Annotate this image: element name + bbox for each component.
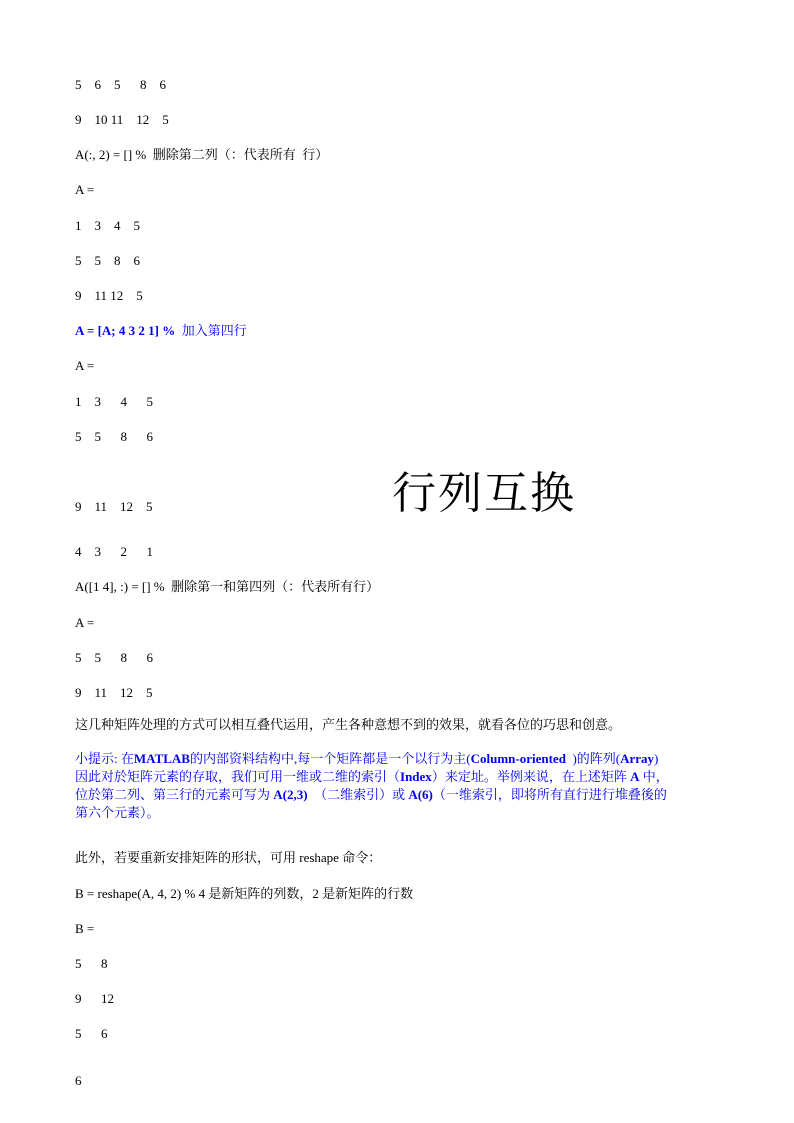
matrix-row: 5 5 8 6 bbox=[75, 253, 140, 268]
code-comment: 加入第四行 bbox=[175, 323, 247, 338]
tip-text: ) bbox=[654, 751, 659, 766]
tip-text: ）来定址。举例来说，在上述矩阵 bbox=[431, 769, 631, 784]
tip-line bbox=[75, 786, 725, 804]
page-number: 6 bbox=[75, 1073, 82, 1088]
tip-text: 第六个元素）。 bbox=[75, 805, 160, 820]
matrix-row: 5 6 bbox=[75, 1026, 108, 1041]
tip-term: Column-oriented bbox=[470, 751, 566, 766]
code-line-highlight bbox=[75, 323, 247, 339]
tip-text: （二维索引）或 bbox=[307, 787, 409, 802]
tip-text: 的内部资料结构中, bbox=[189, 751, 298, 766]
paragraph: 此外，若要重新安排矩阵的形状，可用 reshape 命令： bbox=[75, 850, 382, 865]
matrix-row: 4 3 2 1 bbox=[75, 544, 153, 559]
matrix-row: 1 3 4 5 bbox=[75, 218, 140, 233]
section-heading: 行列互换 bbox=[392, 468, 576, 519]
tip-term: A bbox=[630, 769, 640, 784]
matrix-row: 9 12 bbox=[75, 991, 114, 1006]
result-label: B = bbox=[75, 921, 95, 936]
tip-text: 每一个矩阵都是一个以行为主( bbox=[297, 751, 471, 766]
code-line: A([1 4], :) = [] % 删除第一和第四列（：代表所有行） bbox=[75, 579, 380, 594]
result-label: A = bbox=[75, 615, 95, 630]
matrix-row: 9 11 12 5 bbox=[75, 288, 143, 303]
tip-term: Index bbox=[400, 769, 432, 784]
tip-line bbox=[75, 768, 725, 786]
tip-paragraph bbox=[75, 750, 725, 822]
matrix-row: 9 10 11 12 5 bbox=[75, 112, 169, 127]
tip-text: 位於第二列、第三行的元素可写为 bbox=[75, 787, 274, 802]
result-label: A = bbox=[75, 182, 95, 197]
paragraph: 这几种矩阵处理的方式可以相互叠代运用，产生各种意想不到的效果，就看各位的巧思和创意。 bbox=[75, 717, 622, 732]
code-line: A(:, 2) = [] % 删除第二列（：代表所有 行） bbox=[75, 147, 329, 162]
tip-line bbox=[75, 750, 725, 768]
tip-text: )的阵列( bbox=[565, 751, 621, 766]
tip-term: A(6) bbox=[408, 787, 433, 802]
matrix-row: 5 8 bbox=[75, 956, 108, 971]
tip-term: Array bbox=[620, 751, 655, 766]
matrix-row: 5 5 8 6 bbox=[75, 429, 153, 444]
matrix-row: 9 11 12 5 bbox=[75, 685, 153, 700]
tip-text: 因此对於矩阵元素的存取，我们可用一维或二维的索引（ bbox=[75, 769, 401, 784]
matrix-row: 1 3 4 5 bbox=[75, 394, 153, 409]
tip-term: A(2,3) bbox=[273, 787, 308, 802]
matrix-row: 5 5 8 6 bbox=[75, 650, 153, 665]
tip-term: MATLAB bbox=[133, 751, 190, 766]
tip-line bbox=[75, 804, 725, 822]
result-label: A = bbox=[75, 358, 95, 373]
matrix-row: 9 11 12 5 bbox=[75, 499, 153, 514]
tip-text: （一维索引，即将所有直行进行堆叠後的 bbox=[432, 787, 667, 802]
code-line: B = reshape(A, 4, 2) % 4 是新矩阵的列数，2 是新矩阵的行数 bbox=[75, 886, 414, 901]
tip-text: 小提示: 在 bbox=[75, 751, 134, 766]
tip-text: 中， bbox=[639, 769, 669, 784]
matrix-row: 5 6 5 8 6 bbox=[75, 77, 166, 92]
code-text: A = [A; 4 3 2 1] % bbox=[75, 323, 176, 338]
